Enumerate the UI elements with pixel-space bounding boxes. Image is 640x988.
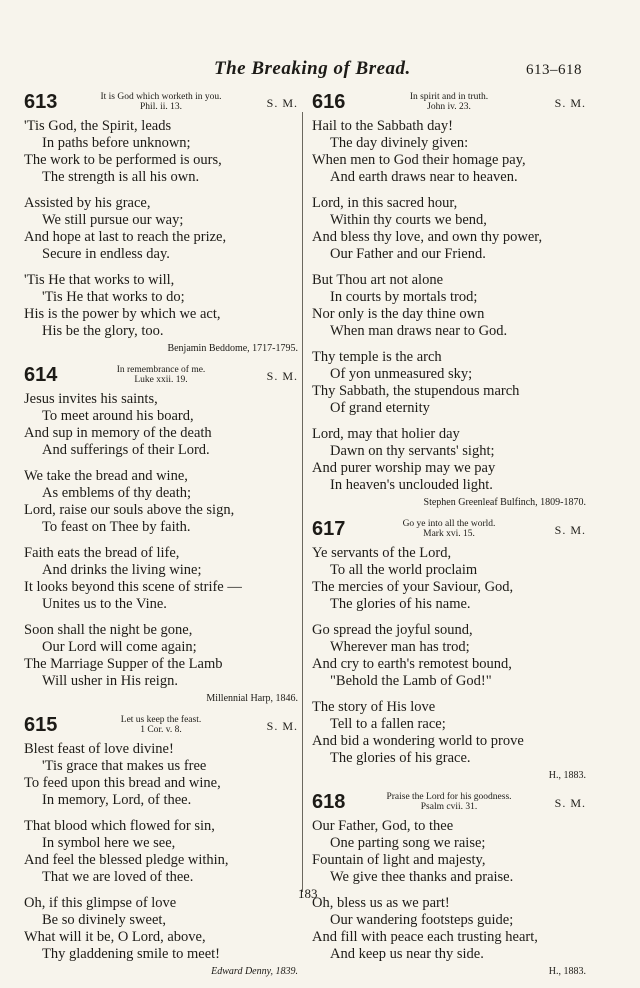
verse-line: Will usher in His reign. bbox=[42, 673, 178, 689]
hymn-heading bbox=[312, 92, 592, 116]
verse-line: The glories of his name. bbox=[330, 596, 471, 612]
verse-line: Wherever man has trod; bbox=[330, 639, 470, 655]
page-title: The Breaking of Bread. bbox=[214, 58, 411, 79]
reference-text: In remembrance of me. bbox=[116, 365, 206, 375]
verse-line: Hail to the Sabbath day! bbox=[312, 118, 453, 134]
verse-line: The day divinely given: bbox=[330, 135, 469, 151]
hymn-615 bbox=[24, 715, 304, 978]
verse-line: His be the glory, too. bbox=[42, 323, 164, 339]
verse-line: The work to be performed is ours, bbox=[24, 152, 222, 168]
verse-line: Fountain of light and majesty, bbox=[312, 852, 486, 868]
verse-line: Jesus invites his saints, bbox=[24, 391, 158, 407]
verse-line: Assisted by his grace, bbox=[24, 195, 151, 211]
verse-line: The Marriage Supper of the Lamb bbox=[24, 656, 223, 672]
verse-line: Be so divinely sweet, bbox=[42, 912, 167, 928]
stanza bbox=[312, 195, 592, 263]
stanza bbox=[312, 349, 592, 417]
verse-line: And purer worship may we pay bbox=[312, 460, 496, 476]
stanza bbox=[312, 545, 592, 613]
verse-line: The strength is all his own. bbox=[42, 169, 200, 185]
verse-line: Thy Sabbath, the stupendous march bbox=[312, 383, 520, 399]
verse-line: 'Tis He that works to do; bbox=[42, 289, 185, 305]
hymn-number: 613 bbox=[24, 91, 58, 113]
stanza bbox=[24, 272, 304, 340]
verse-line: The mercies of your Saviour, God, bbox=[312, 579, 514, 595]
left-column bbox=[24, 92, 304, 988]
verse-line: Dawn on thy servants' sight; bbox=[330, 443, 495, 459]
reference-citation: Psalm cvii. 31. bbox=[420, 802, 478, 812]
verse-line: When men to God their homage pay, bbox=[312, 152, 526, 168]
hymn-616 bbox=[312, 92, 592, 509]
verse-line: As emblems of thy death; bbox=[42, 485, 192, 501]
verse-line: And cry to earth's remotest bound, bbox=[312, 656, 512, 672]
stanza bbox=[24, 818, 304, 886]
verse-line: Thy temple is the arch bbox=[312, 349, 442, 365]
hymn-heading bbox=[312, 792, 592, 816]
verse-line: Lord, in this sacred hour, bbox=[312, 195, 458, 211]
verse-line: Blest feast of love divine! bbox=[24, 741, 174, 757]
hymn-number: 615 bbox=[24, 714, 58, 736]
hymn-range: 613–618 bbox=[526, 62, 582, 78]
verse-line: Oh, if this glimpse of love bbox=[24, 895, 177, 911]
verse-line: When man draws near to God. bbox=[330, 323, 508, 339]
reference-citation: Phil. ii. 13. bbox=[140, 102, 182, 112]
verse-line: Our Father, God, to thee bbox=[312, 818, 454, 834]
verse-line: One parting song we raise; bbox=[330, 835, 486, 851]
scripture-reference bbox=[86, 92, 236, 112]
verse-line: To meet around his board, bbox=[42, 408, 194, 424]
stanza bbox=[312, 622, 592, 690]
meter: S. M. bbox=[554, 796, 586, 810]
stanza bbox=[24, 895, 304, 963]
verse-line: And earth draws near to heaven. bbox=[330, 169, 518, 185]
verse-line: Secure in endless day. bbox=[42, 246, 170, 262]
verse-line: 'Tis God, the Spirit, leads bbox=[24, 118, 172, 134]
reference-text: Let us keep the feast. bbox=[120, 715, 202, 725]
verse-line: And fill with peace each trusting heart, bbox=[312, 929, 538, 945]
meter: S. M. bbox=[554, 96, 586, 110]
stanza bbox=[24, 741, 304, 809]
verse-line: Our Lord will come again; bbox=[42, 639, 197, 655]
stanza bbox=[24, 391, 304, 459]
stanza bbox=[312, 272, 592, 340]
verse-line: And hope at last to reach the prize, bbox=[24, 229, 227, 245]
verse-line: Our Father and our Friend. bbox=[330, 246, 486, 262]
meter: S. M. bbox=[266, 369, 298, 383]
hymn-613 bbox=[24, 92, 304, 355]
scripture-reference bbox=[374, 792, 524, 812]
stanza bbox=[312, 699, 592, 767]
verse-line: And drinks the living wine; bbox=[42, 562, 202, 578]
verse-line: Ye servants of the Lord, bbox=[312, 545, 452, 561]
reference-text: In spirit and in truth. bbox=[409, 92, 489, 102]
verse-line: But Thou art not alone bbox=[312, 272, 444, 288]
verse-line: The glories of his grace. bbox=[330, 750, 471, 766]
author-credit: H., 1883. bbox=[548, 966, 586, 977]
verse-line: We take the bread and wine, bbox=[24, 468, 188, 484]
stanza bbox=[24, 118, 304, 186]
verse-line: Soon shall the night be gone, bbox=[24, 622, 193, 638]
verse-line: Tell to a fallen race; bbox=[330, 716, 446, 732]
reference-text: It is God which worketh in you. bbox=[100, 92, 222, 102]
stanza bbox=[312, 118, 592, 186]
stanza bbox=[24, 622, 304, 690]
verse-line: Oh, bless us as we part! bbox=[312, 895, 450, 911]
right-column bbox=[312, 92, 592, 988]
reference-citation: 1 Cor. v. 8. bbox=[140, 725, 182, 735]
hymn-number: 617 bbox=[312, 518, 346, 540]
hymn-617 bbox=[312, 519, 592, 782]
meter: S. M. bbox=[266, 719, 298, 733]
hymn-614 bbox=[24, 365, 304, 705]
running-header bbox=[0, 58, 640, 84]
verse-line: Within thy courts we bend, bbox=[330, 212, 487, 228]
reference-citation: John iv. 23. bbox=[427, 102, 471, 112]
hymn-number: 618 bbox=[312, 791, 346, 813]
reference-text: Go ye into all the world. bbox=[402, 519, 496, 529]
verse-line: And keep us near thy side. bbox=[330, 946, 484, 962]
verse-line: To all the world proclaim bbox=[330, 562, 478, 578]
verse-line: Unites us to the Vine. bbox=[42, 596, 167, 612]
verse-line: In heaven's unclouded light. bbox=[330, 477, 493, 493]
scripture-reference bbox=[374, 519, 524, 539]
verse-line: The story of His love bbox=[312, 699, 436, 715]
hymn-heading bbox=[312, 519, 592, 543]
scripture-reference bbox=[86, 715, 236, 735]
author-credit: Millennial Harp, 1846. bbox=[206, 693, 298, 704]
hymn-heading bbox=[24, 92, 304, 116]
verse-line: Of grand eternity bbox=[330, 400, 430, 416]
verse-line: And bid a wondering world to prove bbox=[312, 733, 524, 749]
verse-line: Lord, may that holier day bbox=[312, 426, 460, 442]
verse-line: And feel the blessed pledge within, bbox=[24, 852, 229, 868]
verse-line: Go spread the joyful sound, bbox=[312, 622, 473, 638]
hymn-heading bbox=[24, 715, 304, 739]
verse-line: We still pursue our way; bbox=[42, 212, 184, 228]
verse-line: In memory, Lord, of thee. bbox=[42, 792, 192, 808]
verse-line: In symbol here we see, bbox=[42, 835, 176, 851]
reference-citation: Mark xvi. 15. bbox=[423, 529, 475, 539]
meter: S. M. bbox=[266, 96, 298, 110]
verse-line: Thy gladdening smile to meet! bbox=[42, 946, 220, 962]
verse-line: "Behold the Lamb of God!" bbox=[330, 673, 492, 689]
reference-citation: Luke xxii. 19. bbox=[134, 375, 188, 385]
stanza bbox=[312, 818, 592, 886]
verse-line: Lord, raise our souls above the sign, bbox=[24, 502, 235, 518]
author-credit: Stephen Greenleaf Bulfinch, 1809-1870. bbox=[423, 497, 586, 508]
stanza bbox=[24, 545, 304, 613]
verse-line: Faith eats the bread of life, bbox=[24, 545, 180, 561]
hymn-618 bbox=[312, 792, 592, 978]
stanza bbox=[312, 895, 592, 963]
author-credit: H., 1883. bbox=[548, 770, 586, 781]
page-number: 183 bbox=[298, 886, 318, 901]
scripture-reference bbox=[374, 92, 524, 112]
verse-line: In courts by mortals trod; bbox=[330, 289, 478, 305]
verse-line: 'Tis grace that makes us free bbox=[42, 758, 207, 774]
verse-line: That we are loved of thee. bbox=[42, 869, 194, 885]
author-credit: Edward Denny, 1839. bbox=[211, 966, 298, 977]
verse-line: And sufferings of their Lord. bbox=[42, 442, 210, 458]
verse-line: To feast on Thee by faith. bbox=[42, 519, 191, 535]
stanza bbox=[312, 426, 592, 494]
verse-line: To feed upon this bread and wine, bbox=[24, 775, 221, 791]
stanza bbox=[24, 468, 304, 536]
verse-line: Of yon unmeasured sky; bbox=[330, 366, 473, 382]
author-credit: Benjamin Beddome, 1717-1795. bbox=[167, 343, 298, 354]
stanza bbox=[24, 195, 304, 263]
verse-line: Our wandering footsteps guide; bbox=[330, 912, 514, 928]
verse-line: His is the power by which we act, bbox=[24, 306, 221, 322]
verse-line: And bless thy love, and own thy power, bbox=[312, 229, 543, 245]
hymn-number: 616 bbox=[312, 91, 346, 113]
reference-text: Praise the Lord for his goodness. bbox=[386, 792, 512, 802]
meter: S. M. bbox=[554, 523, 586, 537]
verse-line: 'Tis He that works to will, bbox=[24, 272, 175, 288]
verse-line: And sup in memory of the death bbox=[24, 425, 212, 441]
verse-line: That blood which flowed for sin, bbox=[24, 818, 215, 834]
verse-line: What will it be, O Lord, above, bbox=[24, 929, 206, 945]
hymn-number: 614 bbox=[24, 364, 58, 386]
verse-line: Nor only is the day thine own bbox=[312, 306, 485, 322]
hymn-heading bbox=[24, 365, 304, 389]
verse-line: It looks beyond this scene of strife — bbox=[24, 579, 242, 595]
verse-line: We give thee thanks and praise. bbox=[330, 869, 514, 885]
verse-line: In paths before unknown; bbox=[42, 135, 191, 151]
scripture-reference bbox=[86, 365, 236, 385]
